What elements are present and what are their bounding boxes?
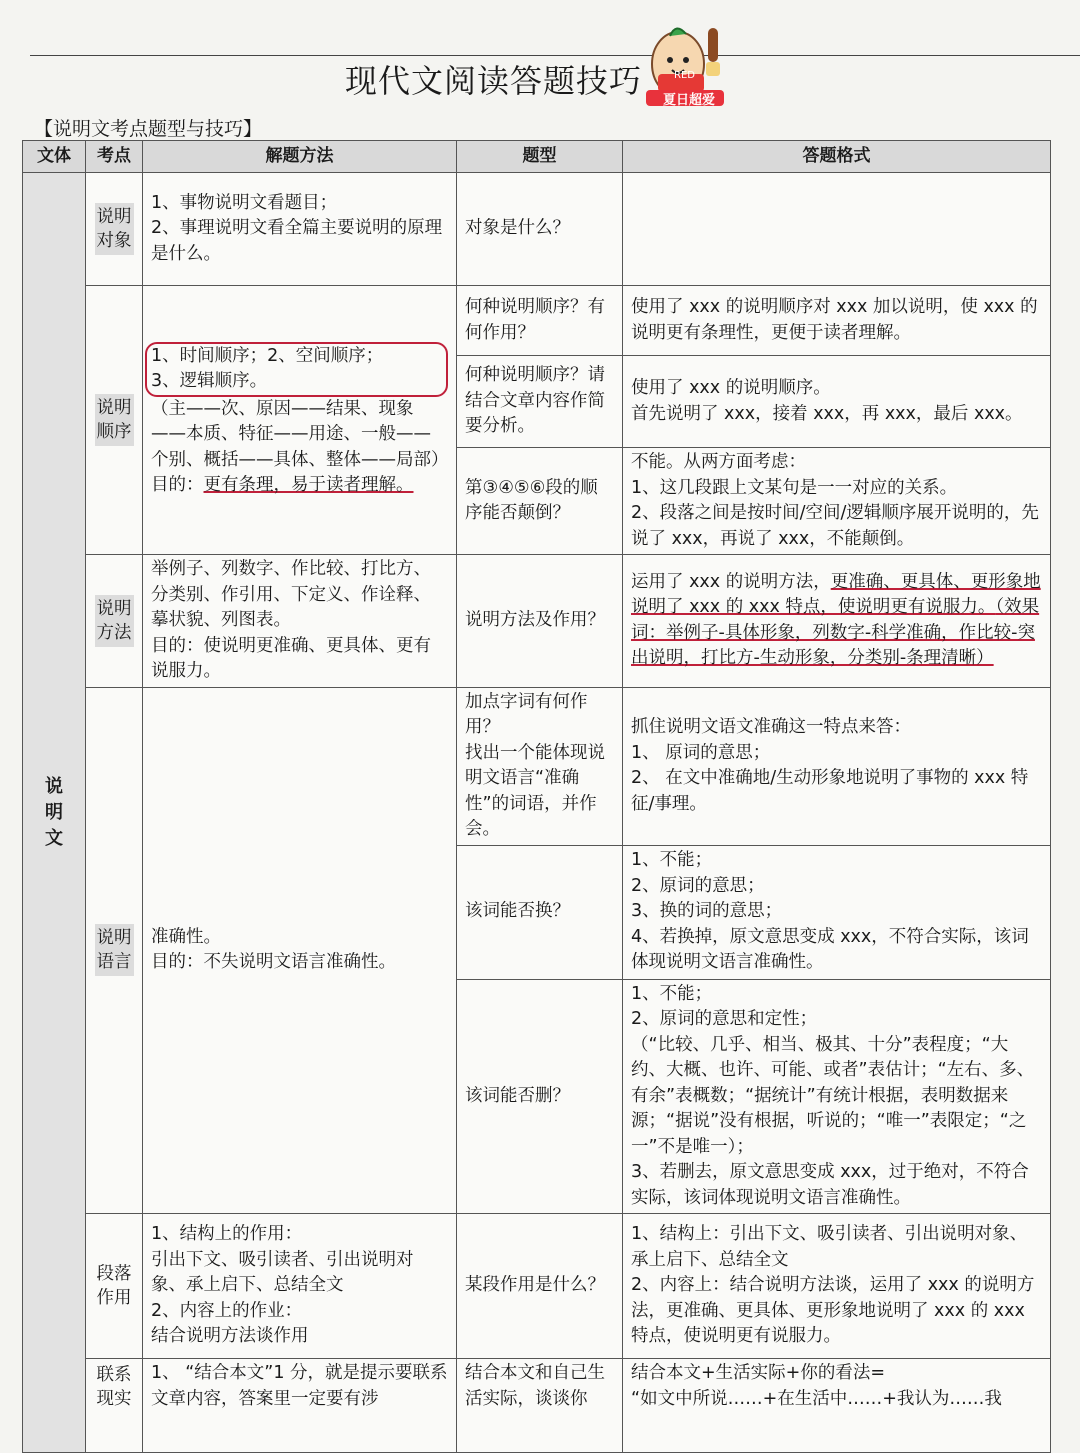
question-cell-language-3: 该词能否删？: [457, 979, 623, 1214]
answer-skills-table: [22, 140, 1051, 1453]
genre-label: 说 明 文: [45, 775, 63, 849]
format-cell-language-2: 1、不能； 2、原词的意思； 3、换的词的意思； 4、若换掉，原文意思变成 xxx，不符合实际，该词体现说明文语言准确性。: [623, 845, 1051, 979]
point-label-language: 说明 语言: [95, 924, 134, 976]
question-cell-order-2: 何种说明顺序？请结合文章内容作简要分析。: [457, 356, 623, 448]
format-method-part-a: 运用了 xxx 的说明方法，: [631, 571, 831, 592]
format-cell-method: [623, 555, 1051, 688]
point-label-method: 说明 方法: [95, 595, 134, 647]
format-cell-object: [623, 173, 1051, 286]
question-cell-paragraph: 某段作用是什么？: [457, 1214, 623, 1359]
table-row-language-1: [23, 687, 1051, 845]
header-row: [23, 141, 1051, 173]
question-cell-object: 对象是什么？: [457, 173, 623, 286]
format-cell-paragraph: 1、结构上：引出下文、吸引读者、引出说明对象、承上启下、总结全文 2、内容上：结合说明方法谈，运用了 xxx 的说明方法，更准确、更具体、更形象地说明了 xxx 的 xxx 特点，使说明更有说服力。: [623, 1214, 1051, 1359]
format-cell-order-3: 不能。从两方面考虑： 1、这几段跟上文某句是一一对应的关系。 2、段落之间是按时间/空间/逻辑顺序展开说明的，先说了 xxx，再说了 xxx，不能颠倒。: [623, 448, 1051, 555]
format-cell-language-1: 抓住说明文语文准确这一特点来答： 1、 原词的意思； 2、 在文中准确地/生动形象地说明了事物的 xxx 特征/事理。: [623, 687, 1051, 845]
order-purpose-prefix: 目的：: [151, 475, 204, 495]
point-cell-method: [86, 555, 143, 688]
question-cell-reality: 结合本文和自己生活实际，谈谈你: [457, 1359, 623, 1453]
question-cell-order-1: 何种说明顺序？有何作用？: [457, 286, 623, 356]
header-genre: 文体: [23, 141, 86, 173]
method-cell-order: [143, 286, 457, 555]
question-cell-language-1: 加点字词有何作用？ 找出一个能体现说明文语言“准确性”的词语，并作会。: [457, 687, 623, 845]
section-heading: 【说明文考点题型与技巧】: [34, 118, 263, 140]
format-cell-order-2: 使用了 xxx 的说明顺序。 首先说明了 xxx，接着 xxx，再 xxx，最后 xxx。: [623, 356, 1051, 448]
point-cell-object: [86, 173, 143, 286]
header-question: 题型: [457, 141, 623, 173]
table-row-method: [23, 555, 1051, 688]
table-row-object: [23, 173, 1051, 286]
question-cell-method: 说明方法及作用？: [457, 555, 623, 688]
point-cell-reality: [86, 1359, 143, 1453]
header-format: 答题格式: [623, 141, 1051, 173]
header-method: 解题方法: [143, 141, 457, 173]
point-label-reality: 联系 现实: [96, 1365, 132, 1409]
format-cell-language-3: 1、不能； 2、原词的意思和定性； （“比较、几乎、相当、极其、十分”表程度；“大约、大概、也许、可能、或者”表估计；“左右、多、有余”表概数；“据统计”有统计根据，表明数据来源；“据说”没有根据，听说的；“唯一”表限定；“之一”不是唯一）； 3、若删去，原文意思变成 xxx，过于绝对，不符合实际，该词体现说明文语言准确性。: [623, 979, 1051, 1214]
format-method-part-b: 更准确、更具体、更形象地说明了 xxx 的 xxx 特点，使说明更有说服力。: [631, 571, 1041, 618]
method-cell-object: 1、事物说明文看题目； 2、事理说明文看全篇主要说明的原理是什么。: [143, 173, 457, 286]
question-cell-order-3: 第③④⑤⑥段的顺序能否颠倒？: [457, 448, 623, 555]
order-purpose: [151, 473, 448, 499]
table-row-reality: [23, 1359, 1051, 1453]
point-cell-language: [86, 687, 143, 1214]
order-types-detail: （主——次、原因——结果、现象——本质、特征——用途、一般——个别、概括——具体、整体——局部）: [151, 398, 449, 470]
method-cell-method: 举例子、列数字、作比较、打比方、分类别、作引用、下定义、作诠释、摹状貌、列图表。 目的：使说明更准确、更具体、更有说服力。: [143, 555, 457, 688]
point-cell-order: [86, 286, 143, 555]
format-method-effects: （效果词：举例子-具体形象，列数字-科学准确，作比较-突出说明，打比方-生动形象，分类别-条理清晰）: [631, 597, 1040, 669]
method-cell-language: 准确性。 目的：不失说明文语言准确性。: [143, 687, 457, 1214]
sticker-slogan: 夏日超爱: [662, 93, 715, 108]
method-cell-paragraph: 1、结构上的作用： 引出下文、吸引读者、引出说明对象、承上启下、总结全文 2、内容上的作业： 结合说明方法谈作用: [143, 1214, 457, 1359]
header-point: 考点: [86, 141, 143, 173]
table-row-order-1: [23, 286, 1051, 356]
genre-cell: [23, 173, 86, 1453]
method-cell-reality: 1、 “结合本文”1 分，就是提示要联系文章内容，答案里一定要有涉: [143, 1359, 457, 1453]
format-cell-reality: 结合本文+生活实际+你的看法= “如文中所说……+在生活中……+我认为……我: [623, 1359, 1051, 1453]
point-label-order: 说明 顺序: [95, 394, 134, 446]
sticker-brand: RED: [674, 70, 695, 81]
table-row-paragraph: [23, 1214, 1051, 1359]
order-types-circled: 1、时间顺序；2、空间顺序； 3、逻辑顺序。: [145, 342, 448, 397]
point-label-object: 说明 对象: [95, 203, 134, 255]
point-cell-paragraph: [86, 1214, 143, 1359]
point-label-paragraph: 段落 作用: [96, 1264, 132, 1308]
format-cell-order-1: 使用了 xxx 的说明顺序对 xxx 加以说明，使 xxx 的说明更有条理性，更便于读者理解。: [623, 286, 1051, 356]
question-cell-language-2: 该词能否换？: [457, 845, 623, 979]
page-title: 现代文阅读答题技巧: [345, 62, 643, 100]
order-purpose-text: 更有条理，易于读者理解。: [203, 475, 414, 495]
